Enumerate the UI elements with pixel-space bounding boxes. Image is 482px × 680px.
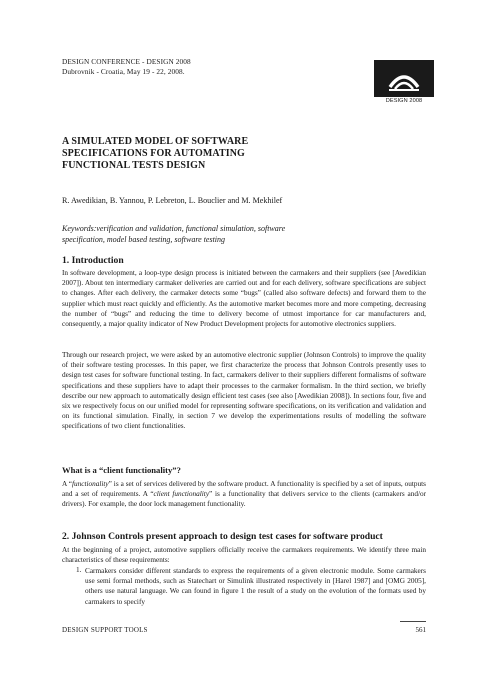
title-line: FUNCTIONAL TESTS DESIGN xyxy=(62,160,206,171)
text-run: ” is a functionality that delivers service to the clients (carmakers and/or drivers). For example, the door lock management functionality. xyxy=(62,490,427,509)
author-list: R. Awedikian, B. Yannou, P. Lebreton, L. Bouclier and M. Mekhilef xyxy=(62,196,283,205)
footer-divider xyxy=(400,621,426,622)
paper-title xyxy=(62,136,248,172)
term-functionality: functionality xyxy=(72,480,109,488)
list-item-number: 1. xyxy=(76,566,82,574)
title-line: SPECIFICATIONS FOR AUTOMATING xyxy=(62,148,245,159)
conference-name: DESIGN CONFERENCE - DESIGN 2008 xyxy=(62,57,191,66)
section-heading-client-functionality: What is a “client functionality”? xyxy=(62,465,181,475)
conference-header xyxy=(62,57,191,76)
keywords-line: specification, model based testing, software testing xyxy=(62,235,226,244)
keywords-line: Keywords:verification and validation, functional simulation, software xyxy=(62,224,286,233)
logo-emblem xyxy=(374,60,434,97)
client-functionality-paragraph xyxy=(62,479,426,510)
conference-location: Dubrovnik - Croatia, May 19 - 22, 2008. xyxy=(62,66,185,76)
johnson-controls-paragraph: At the beginning of a project, automotive suppliers officially receive the carmakers requirements. We identify three main characteristics of these requirements: xyxy=(62,546,426,565)
section-heading-johnson-controls: 2. Johnson Controls present approach to design test cases for software product xyxy=(62,531,383,542)
title-line: A SIMULATED MODEL OF SOFTWARE xyxy=(62,136,249,147)
intro-paragraph-1: In software development, a loop-type design process is initiated between the carmakers and their suppliers (see [Awedikian 2007]). About ten intermediary carmaker deliveries are carried out and for each delivery, software specifications are subject to changes. After each delivery, the carmaker detects some “bugs” (called also software defects) and forward them to the supplier which must react quickly and efficiently. As the automotive market becomes more and more competing, decreasing the number of “bugs” and reducing the time to delivery become of utmost importance for car manufacturers and, consequently, a major quality indicator of New Product Development projects for automotive electronics suppliers. xyxy=(62,269,426,329)
list-item-text: Carmakers consider different standards to express the requirements of a given electronic module. Some carmakers use semi formal methods, such as Statechart or Simulink illustrated respectively in [Harel 1987] and [OMG 2005], others use natural language. We can found in figure 1 the result of a study on the evolution of the formats used by carmakers to specify xyxy=(85,567,426,606)
text-run: ” is a set of services delivered by the software product. A functionality is specified by a set of inputs, outputs and a set of requirements. A “ xyxy=(62,480,426,499)
term-client-functionality: client functionality xyxy=(153,490,210,499)
text-run: A “ xyxy=(62,480,72,488)
keywords xyxy=(62,223,424,245)
logo-label: DESIGN 2008 xyxy=(385,98,423,104)
page-number: 561 xyxy=(415,626,426,634)
section-heading-introduction: 1. Introduction xyxy=(62,255,124,266)
logo-arch-icon xyxy=(374,60,434,97)
intro-paragraph-2: Through our research project, we were asked by an automotive electronic supplier (Johnson Controls) to improve the quality of their software testing processes. In this paper, we first characterize the process that Johnson Controls presently uses to design test cases for software functional testing. In fact, carmakers deliver to their suppliers different formalisms of software specifications and these suppliers have to adapt their processes to the carmaker formalism. In the third section, we briefly describe our new approach to automatically design efficient test cases (see also [Awedikian 2008]). In sections four, five and six we respectively focus on our unified model for representing software specifications, on its verification and validation and on its functional simulation. Finally, in section 7 we develop the experimentations results of modelling the software specifications of two client functionalities. xyxy=(62,351,426,431)
design-2008-logo xyxy=(374,60,434,108)
footer-track-name: DESIGN SUPPORT TOOLS xyxy=(62,626,148,634)
